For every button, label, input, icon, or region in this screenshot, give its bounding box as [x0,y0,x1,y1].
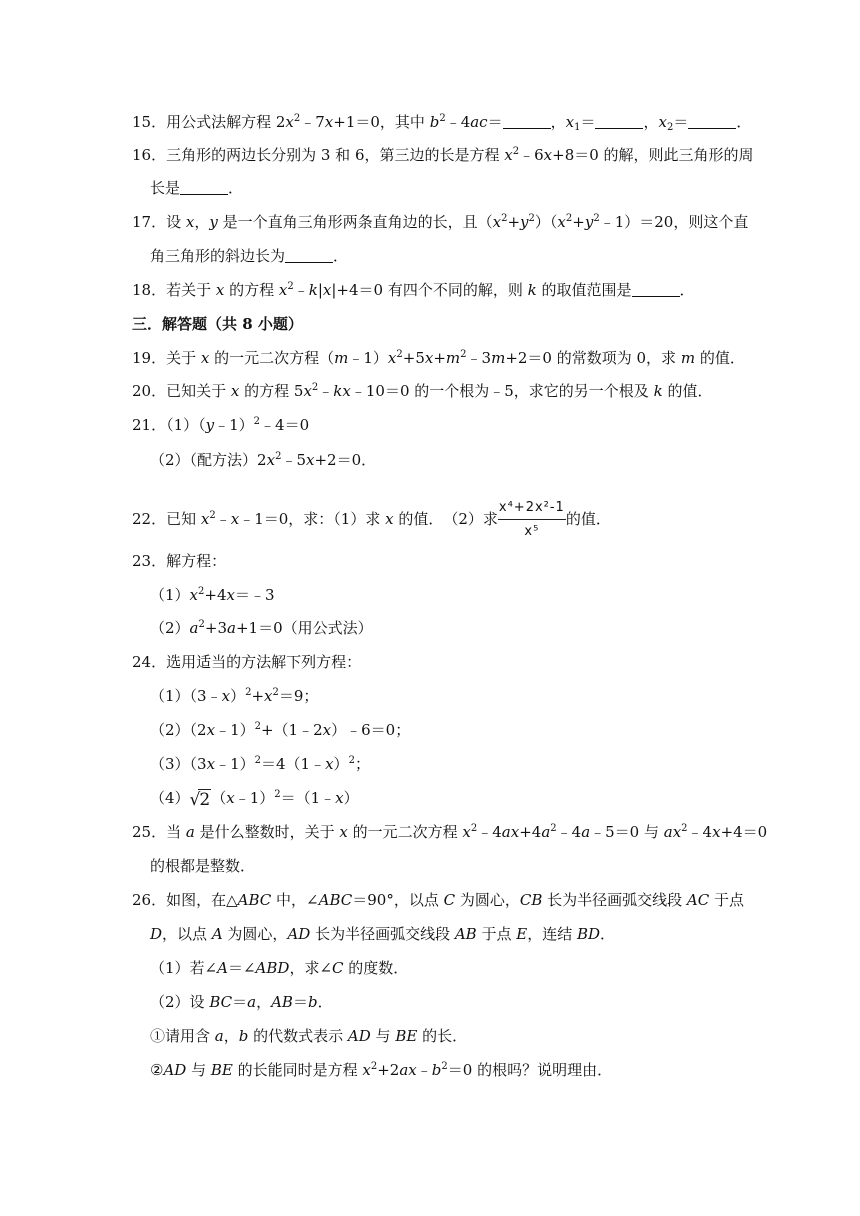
question-16: 16．三角形的两边长分别为 3 和 6，第三边的长是方程 $x^2﹣6x+8=0$ 的解，则此三角形的周 [132,146,754,164]
question-26-part2: （2）设 BC＝a，AB＝b． [150,993,333,1011]
question-20: 20．已知关于 x 的方程 $5x^2﹣kx﹣10=0$ 的一个根为﹣5，求它的另一个根及 k 的值． [132,382,713,400]
question-21-part2: （2）（配方法）$2x^2﹣5x+2=0$． [150,451,377,469]
question-23-part2: $(2)a^2+3a+1=0$（用公式法） [150,619,373,637]
question-22: 22．已知 $x^2﹣x﹣1=0$，求：（1）求 x 的值． （2）求 $\frac{\text{x⁴+2x²-1}}{\text{x⁵}}$ 的值． [132,498,611,542]
answer-blank[interactable] [503,114,551,129]
square-root-symbol: √2 [189,790,211,810]
question-16-line2: 长是 ． [150,179,244,197]
question-26-line2: D，以点 A 为圆心，AD 长为半径画弧交线段 AB 于点 E，连结 BD． [150,925,616,943]
fraction-expression: $\frac{\text{x⁴+2x²-1}}{\text{x⁵}}$ [498,500,565,539]
question-24-part4: （4）√2（x﹣1）$^2$＝（1﹣x） [150,789,359,810]
question-26-part1: （1）若∠A＝∠ABD，求∠C 的度数． [150,959,409,977]
question-19: 19．关于 x 的一元二次方程$(m﹣1)x^2+5x+m^2﹣3m+2=0$ 的常数项为 0，求 m 的值． [132,349,745,367]
question-17: 17．设 x，y 是一个直角三角形两条直角边的长，且$(x^2+y^2)(x^2+y^2﹣1)=20$，则这个直 [132,213,749,231]
answer-blank[interactable] [632,282,680,297]
question-24-part1: $(1)(3﹣x)^2+x^2=9$； [150,687,319,705]
answer-blank[interactable] [595,114,643,129]
answer-blank[interactable] [285,248,333,263]
question-15: 15．用公式法解方程 $2x^2﹣7x+1=0$，其中 $b^2﹣4ac=$ ，$x_1=$ ，$x_2=$ ． [132,113,752,133]
question-17-line2: 角三角形的斜边长为 ． [150,247,349,265]
question-23: 23．解方程： [132,552,227,570]
question-26-subpart1: ①请用含 a，b 的代数式表示 AD 与 BE 的长． [150,1027,468,1045]
question-21: 21．（1）（y﹣1）$^2$﹣4＝0 [132,416,310,434]
question-26-subpart2: ②AD 与 BE 的长能同时是方程 $x^2+2ax﹣b^2=0$ 的根吗？说明理由． [150,1061,613,1079]
question-26: 26．如图，在△ABC 中，∠ABC＝90°，以点 C 为圆心，CB 长为半径画弧交线段 AC 于点 [132,891,744,909]
answer-blank[interactable] [688,114,736,129]
question-25: 25．当 a 是什么整数时，关于 x 的一元二次方程 $x^2﹣4ax+4a^2﹣4a﹣5=0$ 与 $ax^2﹣4x+4=0$ [132,823,768,841]
question-24: 24．选用适当的方法解下列方程： [132,653,362,671]
question-23-part1: $(1)x^2+4x=﹣3$ [150,586,275,604]
answer-blank[interactable] [180,180,228,195]
question-24-part3: （3）（3x﹣1）$^2$＝4（1﹣x）$^2$； [150,755,370,773]
question-24-part2: （2）（2x﹣1）$^2$+（1﹣2x）﹣6＝0； [150,721,411,739]
section-heading: 三．解答题（共 8 小题） [132,315,303,333]
question-18: 18．若关于 x 的方程 $x^2﹣k|x|+4=0$ 有四个不同的解，则 k 的取值范围是 ． [132,281,695,299]
question-25-line2: 的根都是整数． [150,857,256,875]
